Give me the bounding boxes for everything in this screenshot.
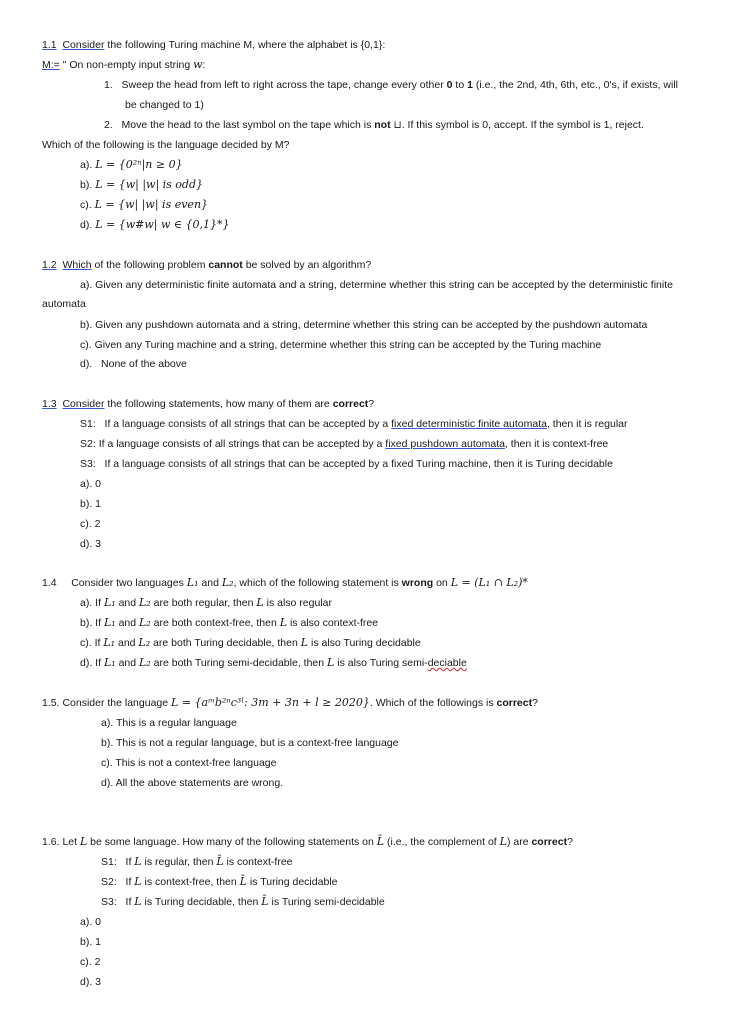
q1-1-option-b xyxy=(80,178,203,192)
q1-4-a-L2: L₂ xyxy=(139,596,151,609)
q1-1-step1-cont: be changed to 1) xyxy=(125,99,204,111)
q1-1-option-d xyxy=(80,218,230,232)
q1-1-step1-num: 1. xyxy=(104,79,113,91)
q1-6-s1-a: If xyxy=(125,856,135,868)
q1-6-s3-c: is Turing semi-decidable xyxy=(268,896,385,908)
q1-3-s2-label: S2: xyxy=(80,438,96,450)
q1-6-correct: correct xyxy=(531,836,568,848)
q1-3-s1-text-a: If a language consists of all strings that can be accepted by a xyxy=(104,418,392,430)
q1-4-c-post: is also Turing decidable xyxy=(308,637,421,649)
q1-3-option-b: b). 1 xyxy=(80,498,102,510)
q1-4-c-pre: c). If xyxy=(80,637,104,649)
q1-5-option-a: a). This is a regular language xyxy=(101,717,237,729)
q1-2-text-a: of the following problem xyxy=(91,259,209,271)
q1-1-option-a-label: a). xyxy=(80,159,93,171)
q1-1-text: the following Turing machine M, where the alphabet is {0,1}: xyxy=(104,39,386,51)
q1-6-number: 1.6. xyxy=(42,836,60,848)
q1-6-statement-3 xyxy=(101,895,385,909)
q1-1-option-b-label: b). xyxy=(80,179,93,191)
q1-6-header xyxy=(42,835,573,849)
q1-1-step1-text-e: (i.e., the 2nd, 4th, 6th, etc., 0's, if exists, will xyxy=(472,79,679,91)
q1-3-text-c: ? xyxy=(368,398,375,410)
q1-1-step2-text-c: ⊔. If this symbol is 0, accept. If the symbol is 1, reject. xyxy=(390,119,644,131)
q1-6-s3-L: L xyxy=(134,895,142,908)
q1-2-lead: Which xyxy=(62,259,92,271)
q1-1-option-c-math: L = {w| |w| is even} xyxy=(94,198,209,211)
q1-4-text-b: , which of the following statement is xyxy=(233,577,402,589)
q1-6-s1-label: S1: xyxy=(101,856,117,868)
q1-3-text-a: the following statements, how many of them are xyxy=(104,398,333,410)
q1-4-option-d xyxy=(80,656,467,670)
q1-1-question: Which of the following is the language decided by M? xyxy=(42,139,290,151)
q1-6-s3-label: S3: xyxy=(101,896,117,908)
q1-4-text-a: Consider two languages xyxy=(71,577,187,589)
q1-4-a-and: and xyxy=(115,597,140,609)
q1-4-b-L2: L₂ xyxy=(139,616,151,629)
q1-6-L: L xyxy=(79,835,88,848)
q1-2-header xyxy=(42,258,371,272)
q1-3-number: 1.3 xyxy=(42,398,57,410)
q1-5-option-d: d). All the above statements are wrong. xyxy=(101,777,284,789)
q1-1-step1 xyxy=(104,78,678,92)
q1-2-cannot: cannot xyxy=(208,259,243,271)
q1-5-header xyxy=(42,696,538,710)
q1-4-L-def: L = (L₁ ∩ L₂)* xyxy=(450,576,528,589)
q1-4-b-post: is also context-free xyxy=(287,617,379,629)
q1-1-step2 xyxy=(104,118,644,132)
q1-4-a-L1: L₁ xyxy=(103,596,116,609)
q1-6-s2-b: is context-free, then xyxy=(141,876,240,888)
q1-6-text-d: ) are xyxy=(506,836,532,848)
q1-6-s2-Lbar: L̄ xyxy=(239,875,247,888)
q1-6-option-d: d). 3 xyxy=(80,976,102,988)
q1-6-option-a: a). 0 xyxy=(80,916,102,928)
q1-4-d-L2: L₂ xyxy=(139,656,151,669)
q1-4-header xyxy=(42,576,528,590)
q1-3-option-c: c). 2 xyxy=(80,518,101,530)
q1-6-L-2: L xyxy=(499,835,507,848)
q1-4-b-mid: are both context-free, then xyxy=(150,617,280,629)
q1-4-c-mid: are both Turing decidable, then xyxy=(150,637,301,649)
q1-3-option-d: d). 3 xyxy=(80,538,102,550)
q1-4-and: and xyxy=(198,577,222,589)
q1-4-b-and: and xyxy=(115,617,140,629)
q1-4-option-c xyxy=(80,636,421,650)
q1-6-statement-1 xyxy=(101,855,293,869)
q1-4-text-d: on xyxy=(433,577,451,589)
q1-6-text-f: ? xyxy=(567,836,573,848)
q1-3-s2-text-a: If a language consists of all strings that can be accepted by a xyxy=(98,438,386,450)
q1-4-a-pre: a). If xyxy=(80,597,104,609)
q1-6-statement-2 xyxy=(101,875,337,889)
q1-1-step1-zero: 0 xyxy=(446,79,453,91)
q1-2-option-d-text: None of the above xyxy=(101,358,187,370)
q1-3-s1-label: S1: xyxy=(80,418,96,430)
q1-1-option-a xyxy=(80,158,183,172)
q1-4-option-a xyxy=(80,596,332,610)
q1-1-step1-to: to xyxy=(452,79,468,91)
q1-4-c-L: L xyxy=(300,636,309,649)
q1-1-option-c xyxy=(80,198,208,212)
q1-1-lead: Consider xyxy=(62,39,105,51)
q1-5-L-def: L = {aᵐb²ⁿc³ˡ: 3m + 3n + l ≥ 2020} xyxy=(171,696,370,709)
q1-5-text-b: . Which of the followings is xyxy=(369,697,497,709)
q1-2-option-a-cont: automata xyxy=(42,298,86,310)
q1-6-option-c: c). 2 xyxy=(80,956,101,968)
q1-4-d-and: and xyxy=(115,657,140,669)
q1-3-lead: Consider xyxy=(62,398,105,410)
q1-6-s2-c: is Turing decidable xyxy=(246,876,338,888)
q1-6-s1-c: is context-free xyxy=(223,856,293,868)
q1-4-c-L2: L₂ xyxy=(138,636,151,649)
q1-4-d-L1: L₁ xyxy=(103,656,116,669)
q1-1-step2-text-a: Move the head to the last symbol on the tape which is xyxy=(121,119,375,131)
q1-6-s3-Lbar: L̄ xyxy=(261,895,269,908)
q1-3-statement-1 xyxy=(80,417,628,431)
q1-1-step1-one: 1 xyxy=(467,79,473,91)
q1-5-option-c: c). This is not a context-free language xyxy=(101,757,277,769)
q1-4-a-mid: are both regular, then xyxy=(150,597,257,609)
q1-6-option-b: b). 1 xyxy=(80,936,102,948)
q1-1-def-text: " On non-empty input string xyxy=(59,59,194,71)
q1-4-b-L: L xyxy=(279,616,288,629)
q1-1-def-end: : xyxy=(202,59,206,71)
q1-1-option-d-label: d). xyxy=(80,219,93,231)
q1-1-step2-num: 2. xyxy=(104,119,113,131)
q1-3-statement-2 xyxy=(80,437,608,451)
q1-3-s2-pda: fixed pushdown automata xyxy=(385,438,505,450)
q1-6-s1-Lbar: L̄ xyxy=(216,855,224,868)
q1-1-option-c-label: c). xyxy=(80,199,92,211)
q1-4-L2: L₂ xyxy=(221,576,234,589)
q1-5-correct: correct xyxy=(496,697,533,709)
q1-4-c-L1: L₁ xyxy=(103,636,116,649)
q1-3-s1-text-c: , then it is regular xyxy=(546,418,628,430)
q1-1-def-label: M:= xyxy=(42,59,60,71)
q1-4-c-and: and xyxy=(115,637,139,649)
q1-1-step1-text-a: Sweep the head from left to right across the tape, change every other xyxy=(121,79,447,91)
q1-2-option-b: b). Given any pushdown automata and a string, determine whether this string can be accepted by the pushdown automata xyxy=(80,319,648,331)
q1-6-text-b: be some language. How many of the following statements on xyxy=(87,836,377,848)
q1-4-a-post: is also regular xyxy=(263,597,332,609)
q1-4-b-L1: L₁ xyxy=(103,616,116,629)
q1-3-s3-label: S3: xyxy=(80,458,96,470)
q1-4-L1: L₁ xyxy=(186,576,199,589)
q1-4-d-pre: d). If xyxy=(80,657,104,669)
q1-1-option-a-math: L = {0²ⁿ|n ≥ 0} xyxy=(95,158,183,171)
q1-2-text-c: be solved by an algorithm? xyxy=(242,259,372,271)
q1-6-s3-a: If xyxy=(125,896,135,908)
q1-2-option-d xyxy=(80,357,187,371)
q1-4-b-pre: b). If xyxy=(80,617,104,629)
q1-1-option-b-math: L = {w| |w| is odd} xyxy=(95,178,204,191)
q1-4-d-typo: deciable xyxy=(427,657,467,669)
q1-2-number: 1.2 xyxy=(42,259,57,271)
q1-1-option-d-math: L = {w#w| w ∈ {0,1}*} xyxy=(95,218,230,231)
q1-2-option-c: c). Given any Turing machine and a string, determine whether this string can be accepted by the Turing machine xyxy=(80,339,602,351)
q1-6-s2-label: S2: xyxy=(101,876,117,888)
q1-4-d-L: L xyxy=(327,656,335,669)
q1-6-s1-L: L xyxy=(134,855,142,868)
q1-5-number: 1.5. xyxy=(42,697,60,709)
q1-5-text-d: ? xyxy=(532,697,538,709)
q1-3-correct: correct xyxy=(332,398,369,410)
q1-6-s1-b: is regular, then xyxy=(141,856,217,868)
q1-2-option-d-label: d). xyxy=(80,358,93,370)
q1-6-s3-b: is Turing decidable, then xyxy=(141,896,262,908)
q1-4-number: 1.4 xyxy=(42,577,57,589)
q1-3-statement-3 xyxy=(80,457,613,471)
q1-6-text-a: Let xyxy=(62,836,80,848)
q1-3-s1-dfa: fixed deterministic finite automata xyxy=(391,418,547,430)
q1-4-a-L: L xyxy=(256,596,264,609)
q1-6-s2-L: L xyxy=(134,875,142,888)
q1-6-Lbar: L̄ xyxy=(376,835,385,848)
q1-1-number: 1.1 xyxy=(42,39,57,51)
q1-1-def-var: w xyxy=(193,58,203,71)
q1-3-s2-text-c: , then it is context-free xyxy=(504,438,609,450)
q1-1-definition xyxy=(42,58,205,72)
q1-3-option-a: a). 0 xyxy=(80,478,102,490)
q1-2-option-a: a). Given any deterministic finite automata and a string, determine whether this string can be accepted by the deterministic finite xyxy=(80,279,673,291)
q1-4-wrong: wrong xyxy=(401,577,434,589)
q1-4-d-post-a: is also Turing semi- xyxy=(334,657,428,669)
q1-4-option-b xyxy=(80,616,378,630)
q1-6-s2-a: If xyxy=(125,876,135,888)
q1-4-d-mid: are both Turing semi-decidable, then xyxy=(150,657,328,669)
q1-3-header xyxy=(42,397,374,411)
q1-3-s3-text: If a language consists of all strings that can be accepted by a fixed Turing machine, then it is Turing decidable xyxy=(104,458,613,470)
q1-5-option-b: b). This is not a regular language, but is a context-free language xyxy=(101,737,399,749)
q1-6-text-c: (i.e., the complement of xyxy=(384,836,500,848)
q1-1-step2-not: not xyxy=(374,119,391,131)
q1-5-text-a: Consider the language xyxy=(62,697,172,709)
q1-1-header xyxy=(42,38,385,52)
